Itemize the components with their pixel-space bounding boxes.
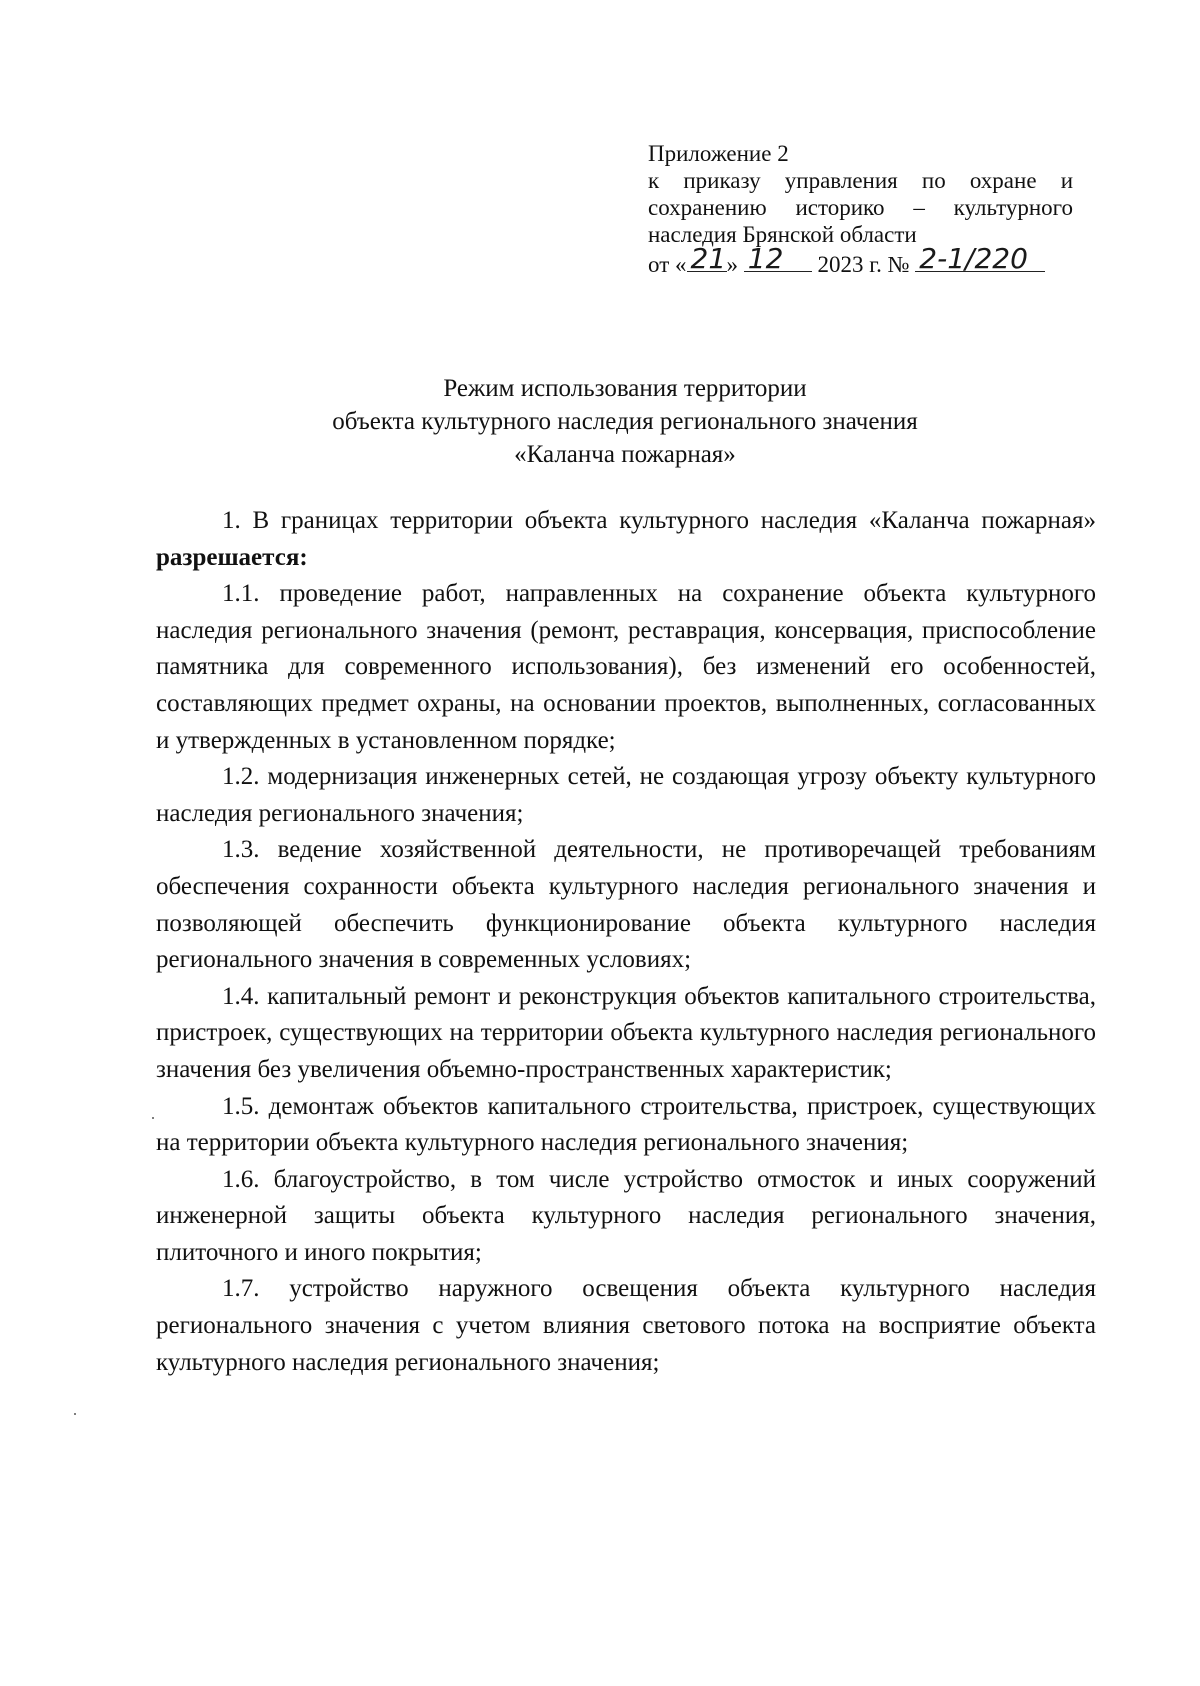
date-year: 2023 г. № [817, 252, 910, 277]
header-line-1: к приказу управления по охране и [648, 168, 1073, 193]
document-body [156, 503, 1096, 1381]
item-text: капитальный ремонт и реконструкция объектов капитального строительства, пристроек, существующих на территории объекта культурного наследия регионального значения без увеличения объемно-пространственных характеристик; [156, 982, 1096, 1083]
header-line-3: наследия Брянской области [648, 222, 917, 247]
item-text: благоустройство, в том числе устройство отмосток и иных сооружений инженерной защиты объекта культурного наследия регионального значения, плиточного и иного покрытия; [156, 1165, 1096, 1266]
scan-speck [74, 1413, 76, 1415]
date-mid: » [726, 252, 738, 277]
item-number: 1.7. [222, 1275, 260, 1303]
date-day-field [687, 242, 727, 275]
intro-bold: разрешается: [156, 543, 308, 571]
order-number-field [915, 242, 1045, 275]
item-number: 1.1. [222, 580, 260, 608]
list-item [156, 1271, 1096, 1381]
title-line-3: «Каланча пожарная» [514, 441, 736, 468]
item-text: проведение работ, направленных на сохранение объекта культурного наследия регионального значения (ремонт, реставрация, консервация, приспособление памятника для современного использования), без изменений его особенностей, составляющих предмет охраны, на основании проектов, выполненных, согласованных и утвержденных в установленном порядке; [156, 580, 1096, 754]
item-number: 1.3. [222, 836, 260, 864]
list-item [156, 832, 1096, 978]
item-text: модернизация инженерных сетей, не создающая угрозу объекту культурного наследия регионального значения; [156, 763, 1096, 827]
date-month-field [744, 242, 812, 275]
appendix-label: Приложение 2 [648, 141, 789, 166]
list-item [156, 576, 1096, 759]
list-item [156, 979, 1096, 1089]
intro-paragraph [156, 503, 1096, 576]
item-number: 1.2. [222, 763, 260, 791]
item-text: демонтаж объектов капитального строительства, пристроек, существующих на территории объекта культурного наследия регионального значения; [156, 1092, 1096, 1157]
document-title [150, 372, 1100, 471]
handwritten-order-number: 2-1/220 [919, 242, 1028, 275]
item-number: 1.4. [222, 982, 260, 1010]
item-number: 1.5. [222, 1092, 260, 1120]
scan-speck [152, 1117, 154, 1119]
title-line-2: объекта культурного наследия регионального значения [332, 408, 918, 435]
date-prefix: от « [648, 252, 687, 277]
list-item [156, 1089, 1096, 1162]
item-number: 1.6. [222, 1165, 260, 1193]
list-item [156, 759, 1096, 832]
header-line-2: сохранению историко – культурного [648, 195, 1073, 220]
item-text: устройство наружного освещения объекта культурного наследия регионального значения с учетом влияния светового потока на восприятие объекта культурного наследия регионального значения; [156, 1275, 1097, 1376]
title-line-1: Режим использования территории [443, 375, 807, 402]
appendix-header [648, 140, 1073, 282]
intro-text: 1. В границах территории объекта культурного наследия «Каланча пожарная» [222, 507, 1096, 534]
list-item [156, 1162, 1096, 1272]
order-date-line [648, 242, 1073, 282]
handwritten-month: 12 [747, 242, 784, 275]
item-text: ведение хозяйственной деятельности, не противоречащей требованиям обеспечения сохранности объекта культурного наследия регионального значения и позволяющей обеспечить функционирование объекта культурного наследия регионального значения в современных условиях; [156, 836, 1097, 974]
handwritten-day: 21 [690, 242, 727, 275]
